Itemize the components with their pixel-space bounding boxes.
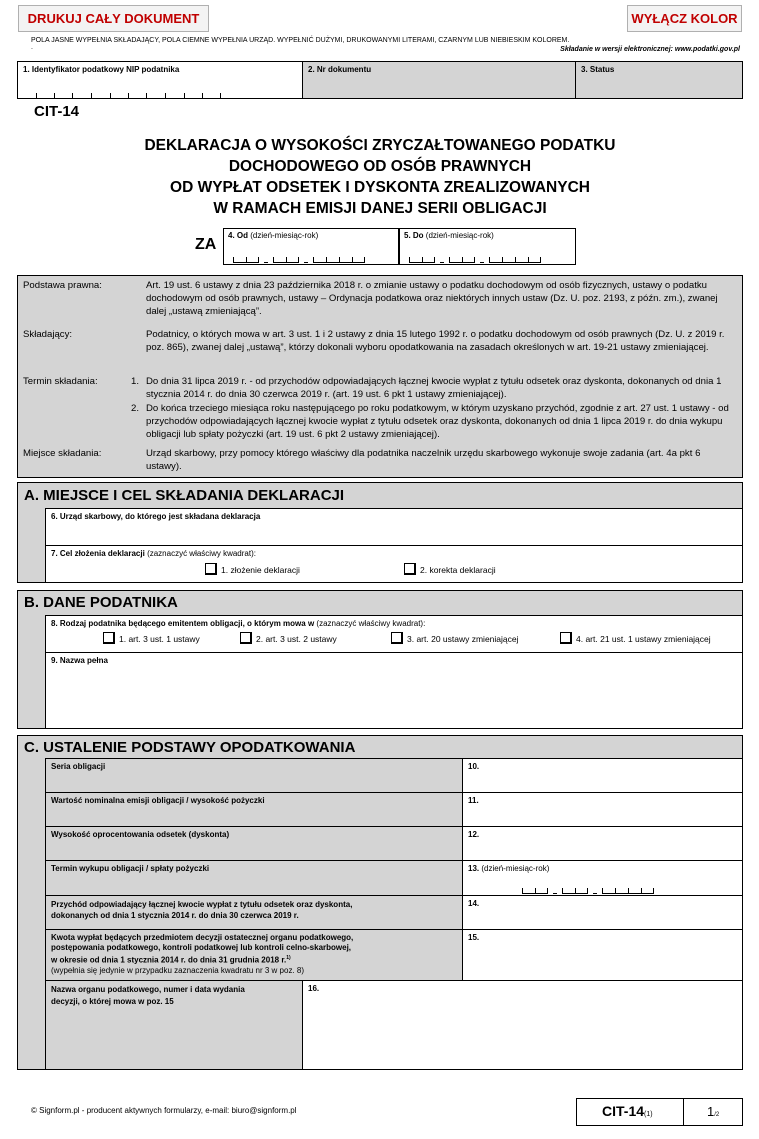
- taxpayer-type-label: 8. Rodzaj podatnika będącego emitentem obligacji, o którym mowa w: [51, 619, 315, 628]
- print-all-label: DRUKUJ CAŁY DOKUMENT: [27, 11, 200, 26]
- decision-amount-note: (wypełnia się jedynie w przypadku zaznaczenia kwadratu nr 3 w poz. 8): [51, 965, 305, 975]
- document-number-field: [302, 61, 576, 99]
- interest-rate-field[interactable]: [462, 826, 743, 861]
- decision-amount-field[interactable]: [462, 929, 743, 981]
- to-dash-1: [440, 256, 444, 263]
- taxpayer-type-option-1[interactable]: [103, 632, 200, 644]
- footer-code-version: (1): [644, 1111, 653, 1118]
- revenue-number: 14.: [468, 899, 480, 908]
- redemption-date-label: Termin wykupu obligacji / spłaty pożyczki: [51, 864, 210, 873]
- deadline-2-number: 2.: [131, 403, 140, 414]
- status-label: 3. Status: [581, 65, 615, 74]
- tax-authority-row: [45, 980, 303, 1070]
- type-1-checkbox[interactable]: [103, 632, 115, 644]
- deadline-1-text: Do dnia 31 lipca 2019 r. - od przychodów odpowiadających łącznej kwocie wypłat z tytułu odsetek oraz dyskonta, dokonanych od dnia 1 stycznia 2014 r. do dnia 30 czerwca 2019 r. (art. 19 ust. 6 pkt 1 ustawy zmieniającej).: [146, 376, 722, 400]
- print-all-button[interactable]: [18, 5, 209, 32]
- decision-amount-label-line-2: postępowania podatkowego, kontroli podatkowej lub kontroli celno-skarbowej,: [51, 943, 352, 952]
- bond-series-field[interactable]: [462, 758, 743, 793]
- filer-label: Składający:: [23, 329, 73, 340]
- from-year-ticks: [313, 256, 365, 263]
- taxpayer-type-option-3[interactable]: [391, 632, 519, 644]
- footer-credit: © Signform.pl - producent aktywnych formularzy, e-mail: biuro@signform.pl: [31, 1106, 297, 1115]
- to-year-ticks: [489, 256, 541, 263]
- footer-page-number: 1: [707, 1104, 715, 1119]
- full-name-field[interactable]: [45, 652, 743, 729]
- purpose-hint: (zaznaczyć właściwy kwadrat):: [147, 549, 256, 558]
- title-line-3: OD WYPŁAT ODSETEK I DYSKONTA ZREALIZOWANYCH: [170, 179, 590, 196]
- to-month-ticks: [449, 256, 475, 263]
- disable-color-label: WYŁĄCZ KOLOR: [631, 11, 738, 26]
- revenue-field[interactable]: [462, 895, 743, 930]
- title-line-4: W RAMACH EMISJI DANEJ SERII OBLIGACJI: [213, 200, 547, 217]
- footer-code-text: CIT-14: [602, 1103, 645, 1119]
- period-from-field[interactable]: [223, 228, 399, 265]
- full-name-label: 9. Nazwa pełna: [51, 656, 108, 665]
- deadline-label: Termin składania:: [23, 376, 98, 387]
- nip-field[interactable]: [17, 61, 303, 99]
- filer-text: Podatnicy, o których mowa w art. 3 ust. 1 i 2 ustawy z dnia 15 lutego 1992 r. o podatku dochodowym od osób prawnych (Dz. U. z 2019 r. poz. 865), zwanej dalej „ustawą”, którzy dokonali wyboru opodatkowania na zasadach określonych w art. 19-21 ustawy zmieniającej.: [146, 329, 725, 353]
- tax-authority-number: 16.: [308, 984, 320, 993]
- type-4-label: 4. art. 21 ust. 1 ustawy zmieniającej: [576, 634, 711, 644]
- form-code: CIT-14: [34, 103, 80, 120]
- type-4-checkbox[interactable]: [560, 632, 572, 644]
- bond-series-number: 10.: [468, 762, 480, 771]
- section-b-title: B. DANE PODATNIKA: [24, 594, 178, 611]
- redemption-date-row: [45, 860, 463, 896]
- period-to-hint: (dzień-miesiąc-rok): [425, 231, 494, 240]
- redemption-date-hint: (dzień-miesiąc-rok): [481, 864, 550, 873]
- footnote-marker: 1): [286, 955, 291, 961]
- tax-authority-label-line-1: Nazwa organu podatkowego, numer i data wydania: [51, 985, 245, 994]
- decision-amount-row: [45, 929, 463, 981]
- type-2-checkbox[interactable]: [240, 632, 252, 644]
- submission-checkbox[interactable]: [205, 563, 217, 575]
- basis-label: Podstawa prawna:: [23, 280, 102, 291]
- correction-checkbox[interactable]: [404, 563, 416, 575]
- nip-input-ticks: [36, 92, 221, 99]
- submission-label: 1. złożenie deklaracji: [221, 565, 300, 575]
- title-line-2: DOCHODOWEGO OD OSÓB PRAWNYCH: [228, 158, 532, 175]
- redemption-date-field[interactable]: [462, 860, 743, 896]
- revenue-row: [45, 895, 463, 930]
- redemption-year-ticks: [602, 887, 654, 894]
- revenue-label-line-2: dokonanych od dnia 1 stycznia 2014 r. do dnia 30 czerwca 2019 r.: [51, 911, 299, 920]
- footer-form-code: [602, 1103, 653, 1119]
- redemption-dash-1: [553, 887, 557, 894]
- document-number-label: 2. Nr dokumentu: [308, 65, 372, 74]
- period-za-label: ZA: [195, 236, 217, 253]
- from-dash-2: [304, 256, 308, 263]
- correction-label: 2. korekta deklaracji: [420, 565, 496, 575]
- disable-color-button[interactable]: [627, 5, 742, 32]
- decision-amount-number: 15.: [468, 933, 480, 942]
- tax-authority-label-line-2: decyzji, o której mowa w poz. 15: [51, 997, 174, 1006]
- tax-authority-field[interactable]: [302, 980, 743, 1070]
- taxpayer-type-hint: (zaznaczyć właściwy kwadrat):: [316, 619, 426, 628]
- purpose-label: 7. Cel złożenia deklaracji: [51, 549, 145, 558]
- to-day-ticks: [409, 256, 435, 263]
- section-c-title: C. USTALENIE PODSTAWY OPODATKOWANIA: [24, 739, 356, 756]
- tax-office-label: 6. Urząd skarbowy, do którego jest składana deklaracja: [51, 512, 261, 521]
- period-to-label: 5. Do: [404, 231, 424, 240]
- redemption-month-ticks: [562, 887, 588, 894]
- type-3-label: 3. art. 20 ustawy zmieniającej: [407, 634, 519, 644]
- nominal-value-field[interactable]: [462, 792, 743, 827]
- period-from-label: 4. Od: [228, 231, 249, 240]
- bond-series-row: [45, 758, 463, 793]
- redemption-date-number: 13.: [468, 864, 480, 873]
- type-3-checkbox[interactable]: [391, 632, 403, 644]
- status-field: [575, 61, 743, 99]
- period-to-field[interactable]: [399, 228, 576, 265]
- type-1-label: 1. art. 3 ust. 1 ustawy: [119, 634, 200, 644]
- nominal-value-row: [45, 792, 463, 827]
- place-text: Urząd skarbowy, przy pomocy którego właściwy dla podatnika naczelnik urzędu skarbowego wykonuje swoje zadania (art. 4a pkt 6 ustawy).: [146, 448, 701, 472]
- tax-office-field[interactable]: [45, 508, 743, 546]
- from-day-ticks: [233, 256, 259, 263]
- to-dash-2: [480, 256, 484, 263]
- taxpayer-type-option-4[interactable]: [560, 632, 711, 644]
- fill-instruction: POLA JASNE WYPEŁNIA SKŁADAJĄCY, POLA CIEMNE WYPEŁNIA URZĄD. WYPEŁNIĆ DUŻYMI, DRUKOWANYMI LITERAMI, CZARNYM LUB NIEBIESKIM KOLOREM.: [31, 37, 570, 44]
- nominal-value-number: 11.: [468, 796, 479, 805]
- decision-amount-label-line-1: Kwota wypłat będących przedmiotem decyzji ostatecznej organu podatkowego,: [51, 933, 354, 942]
- footer-page-total: /2: [714, 1112, 720, 1118]
- purpose-option-correction[interactable]: [404, 563, 496, 575]
- taxpayer-type-option-2[interactable]: [240, 632, 337, 644]
- deadline-1-number: 1.: [131, 376, 140, 387]
- title-line-1: DEKLARACJA O WYSOKOŚCI ZRYCZAŁTOWANEGO PODATKU: [144, 137, 616, 154]
- bond-series-label: Seria obligacji: [51, 762, 106, 771]
- from-month-ticks: [273, 256, 299, 263]
- redemption-dash-2: [593, 887, 597, 894]
- revenue-label-line-1: Przychód odpowiadający łącznej kwocie wypłat z tytułu odsetek oraz dyskonta,: [51, 900, 353, 909]
- basis-text: Art. 19 ust. 6 ustawy z dnia 23 października 2018 r. o zmianie ustawy o podatku dochodowym od osób fizycznych, ustawy o podatku dochodowym od osób prawnych, ustawy – Ordynacja podatkowa oraz niektórych innych ustaw (Dz. U. poz. 2193, z późn. zm.), zwanej dalej „ustawą zmieniającą”.: [146, 280, 718, 317]
- interest-rate-number: 12.: [468, 830, 480, 839]
- section-a-title: A. MIEJSCE I CEL SKŁADANIA DEKLARACJI: [24, 487, 345, 504]
- from-dash-1: [264, 256, 268, 263]
- type-2-label: 2. art. 3 ust. 2 ustawy: [256, 634, 337, 644]
- footer-page: [707, 1104, 719, 1119]
- interest-rate-label: Wysokość oprocentowania odsetek (dyskonta): [51, 830, 230, 839]
- interest-rate-row: [45, 826, 463, 861]
- purpose-field: [45, 545, 743, 583]
- period-from-hint: (dzień-miesiąc-rok): [250, 231, 319, 240]
- decision-amount-label-line-3: w okresie od dnia 1 stycznia 2014 r. do dnia 31 grudnia 2018 r.: [51, 955, 287, 965]
- purpose-option-submission[interactable]: [205, 563, 300, 575]
- dot-mark: .: [31, 44, 33, 51]
- footer-divider: [683, 1099, 684, 1126]
- deadline-2-text: Do końca trzeciego miesiąca roku następującego po roku podatkowym, w którym uzyskano przychód, zgodnie z art. 27 ust. 1 ustawy - od przychodów odpowiadających łącznej kwocie wypłat z tytułu odsetek oraz dyskonta, dokonanych od dnia 1 lipca 2019 r. do dnia wykupu obligacji lub spłaty pożyczki (art. 19 ust. 6 pkt 2 ustawy zmieniającej).: [146, 403, 729, 440]
- electronic-filing-note: Składanie w wersji elektronicznej: www.podatki.gov.pl: [560, 46, 740, 53]
- redemption-day-ticks: [522, 887, 548, 894]
- nominal-value-label: Wartość nominalna emisji obligacji / wysokość pożyczki: [51, 796, 265, 805]
- form-title: [60, 135, 700, 219]
- place-label: Miejsce składania:: [23, 448, 102, 459]
- nip-field-label: 1. Identyfikator podatkowy NIP podatnika: [23, 65, 180, 74]
